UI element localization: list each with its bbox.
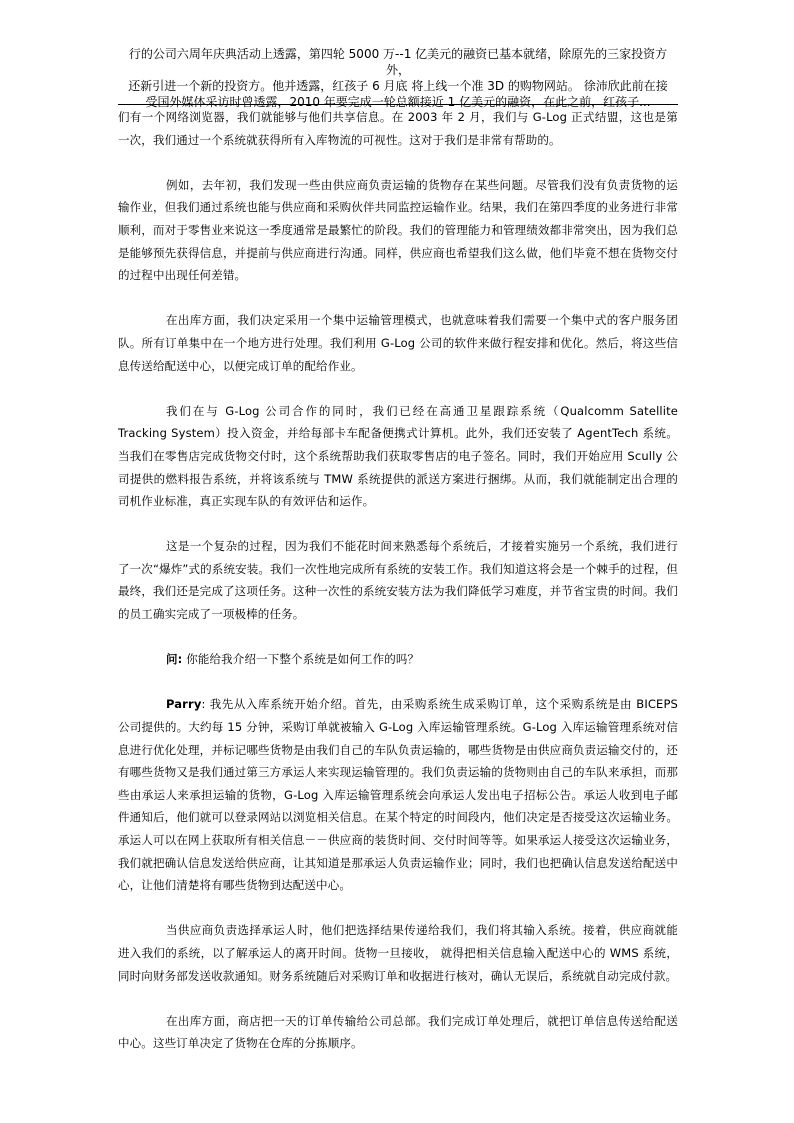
document-body [118, 106, 678, 1078]
question-paragraph [118, 648, 678, 671]
answer-text: : 我先从入库系统开始介绍。首先，由采购系统生成采购订单，这个采购系统是由 BICEPS 公司提供的。大约每 15 分钟，采购订单就被输入 G-Log 入库运输管理系统。G-Log 入库运输管理系统对信息进行优化处理，并标记哪些货物是由我们自己的车队负责运输的，哪些货物是由供应商负责运输交付的，还有哪些货物又是我们通过第三方承运人来实现运输管理的。我们负责运输的货物则由自己的车队来承担，而那些由承运人来承担运输的货物，G-Log 入库运输管理系统会向承运人发出电子招标公告。承运人收到电子邮件通知后，他们就可以登录网站以浏览相关信息。在某个特定的时间段内，他们决定是否接受这次运输业务。承运人可以在网上获取所有相关信息－－供应商的装货时间、交付时间等等。如果承运人接受这次运输业务，我们就把确认信息发送给供应商，让其知道是那承运人负责运输作业；同时，我们也把确认信息发送给配送中心，让他们清楚将有哪些货物到达配送中心。 [118, 697, 678, 893]
paragraph-8: 当供应商负责选择承运人时，他们把选择结果传递给我们，我们将其输入系统。接着，供应商就能进入我们的系统，以了解承运人的离开时间。货物一旦接收， 就得把相关信息输入配送中心的 WMS 系统，同时向财务部发送收款通知。财务系统随后对采购订单和收据进行核对，确认无误后，系统就自动完成付款。 [118, 923, 678, 983]
paragraph-3: 在出库方面，我们决定采用一个集中运输管理模式，也就意味着我们需要一个集中式的客户服务团队。所有订单集中在一个地方进行处理。我们利用 G-Log 公司的软件来做行程安排和优化。然后，将这些信息传送给配送中心，以便完成订单的配给作业。 [118, 313, 678, 373]
paragraph-5: 这是一个复杂的过程，因为我们不能花时间来熟悉每个系统后，才接着实施另一个系统，我们进行了一次“爆炸”式的系统安装。我们一次性地完成所有系统的安装工作。我们知道这将会是一个棘手的过程，但最终，我们还是完成了这项任务。这种一次性的系统安装方法为我们降低学习难度，并节省宝贵的时间。我们的员工确实完成了一项极棒的任务。 [118, 539, 678, 622]
question-label: 问: [166, 652, 183, 667]
answer-paragraph [118, 693, 678, 896]
speaker-name: Parry [166, 697, 202, 712]
paragraph-1: 们有一个网络浏览器，我们就能够与他们共享信息。在 2003 年 2 月，我们与 G-Log 正式结盟，这也是第一次，我们通过一个系统就获得所有入库物流的可视性。这对于我们是非常有帮助的。 [118, 110, 678, 147]
header-divider [118, 104, 678, 105]
paragraph-4: 我们在与 G-Log 公司合作的同时，我们已经在高通卫星跟踪系统（Qualcomm Satellite Tracking System）投入资金，并给每部卡车配备便携式计算机。此外，我们还安装了 AgentTech 系统。当我们在零售店完成货物交付时，这个系统帮助我们获取零售店的电子签名。同时，我们开始应用 Scully 公司提供的燃料报告系统，并将该系统与 TMW 系统提供的派送方案进行捆绑。从而，我们就能制定出合理的司机作业标准，真正实现车队的有效评估和运作。 [118, 403, 678, 509]
header-line-2: 还新引进一个新的投资方。他并透露，红孩子 6 月底 将上线一个准 3D 的购物网站。 徐沛欣此前在接 [128, 79, 668, 93]
header-line-1: 行的公司六周年庆典活动上透露，第四轮 5000 万--1 亿美元的融资已基本就绪，除原先的三家投资方外， [128, 47, 668, 77]
header-line-3: 受国外媒体采访时曾透露，2010 年要完成一轮总额接近 1 亿美元的融资，在此之前，红孩子... [145, 95, 651, 109]
paragraph-9: 在出库方面，商店把一天的订单传输给公司总部。我们完成订单处理后，就把订单信息传送给配送中心。这些订单决定了货物在仓库的分拣顺序。 [118, 1013, 678, 1051]
question-text: 你能给我介绍一下整个系统是如何工作的吗？ [182, 652, 420, 667]
page-header [118, 46, 678, 110]
paragraph-2: 例如，去年初，我们发现一些由供应商负责运输的货物存在某些问题。尽管我们没有负责货物的运输作业，但我们通过系统也能与供应商和采购伙伴共同监控运输作业。结果，我们在第四季度的业务进行非常顺利，而对于零售业来说这一季度通常是最繁忙的阶段。我们的管理能力和管理绩效都非常突出，因为我们总是能够预先获得信息，并提前与供应商进行沟通。同样，供应商也希望我们这么做，他们毕竟不想在货物交付的过程中出现任何差错。 [118, 177, 678, 283]
